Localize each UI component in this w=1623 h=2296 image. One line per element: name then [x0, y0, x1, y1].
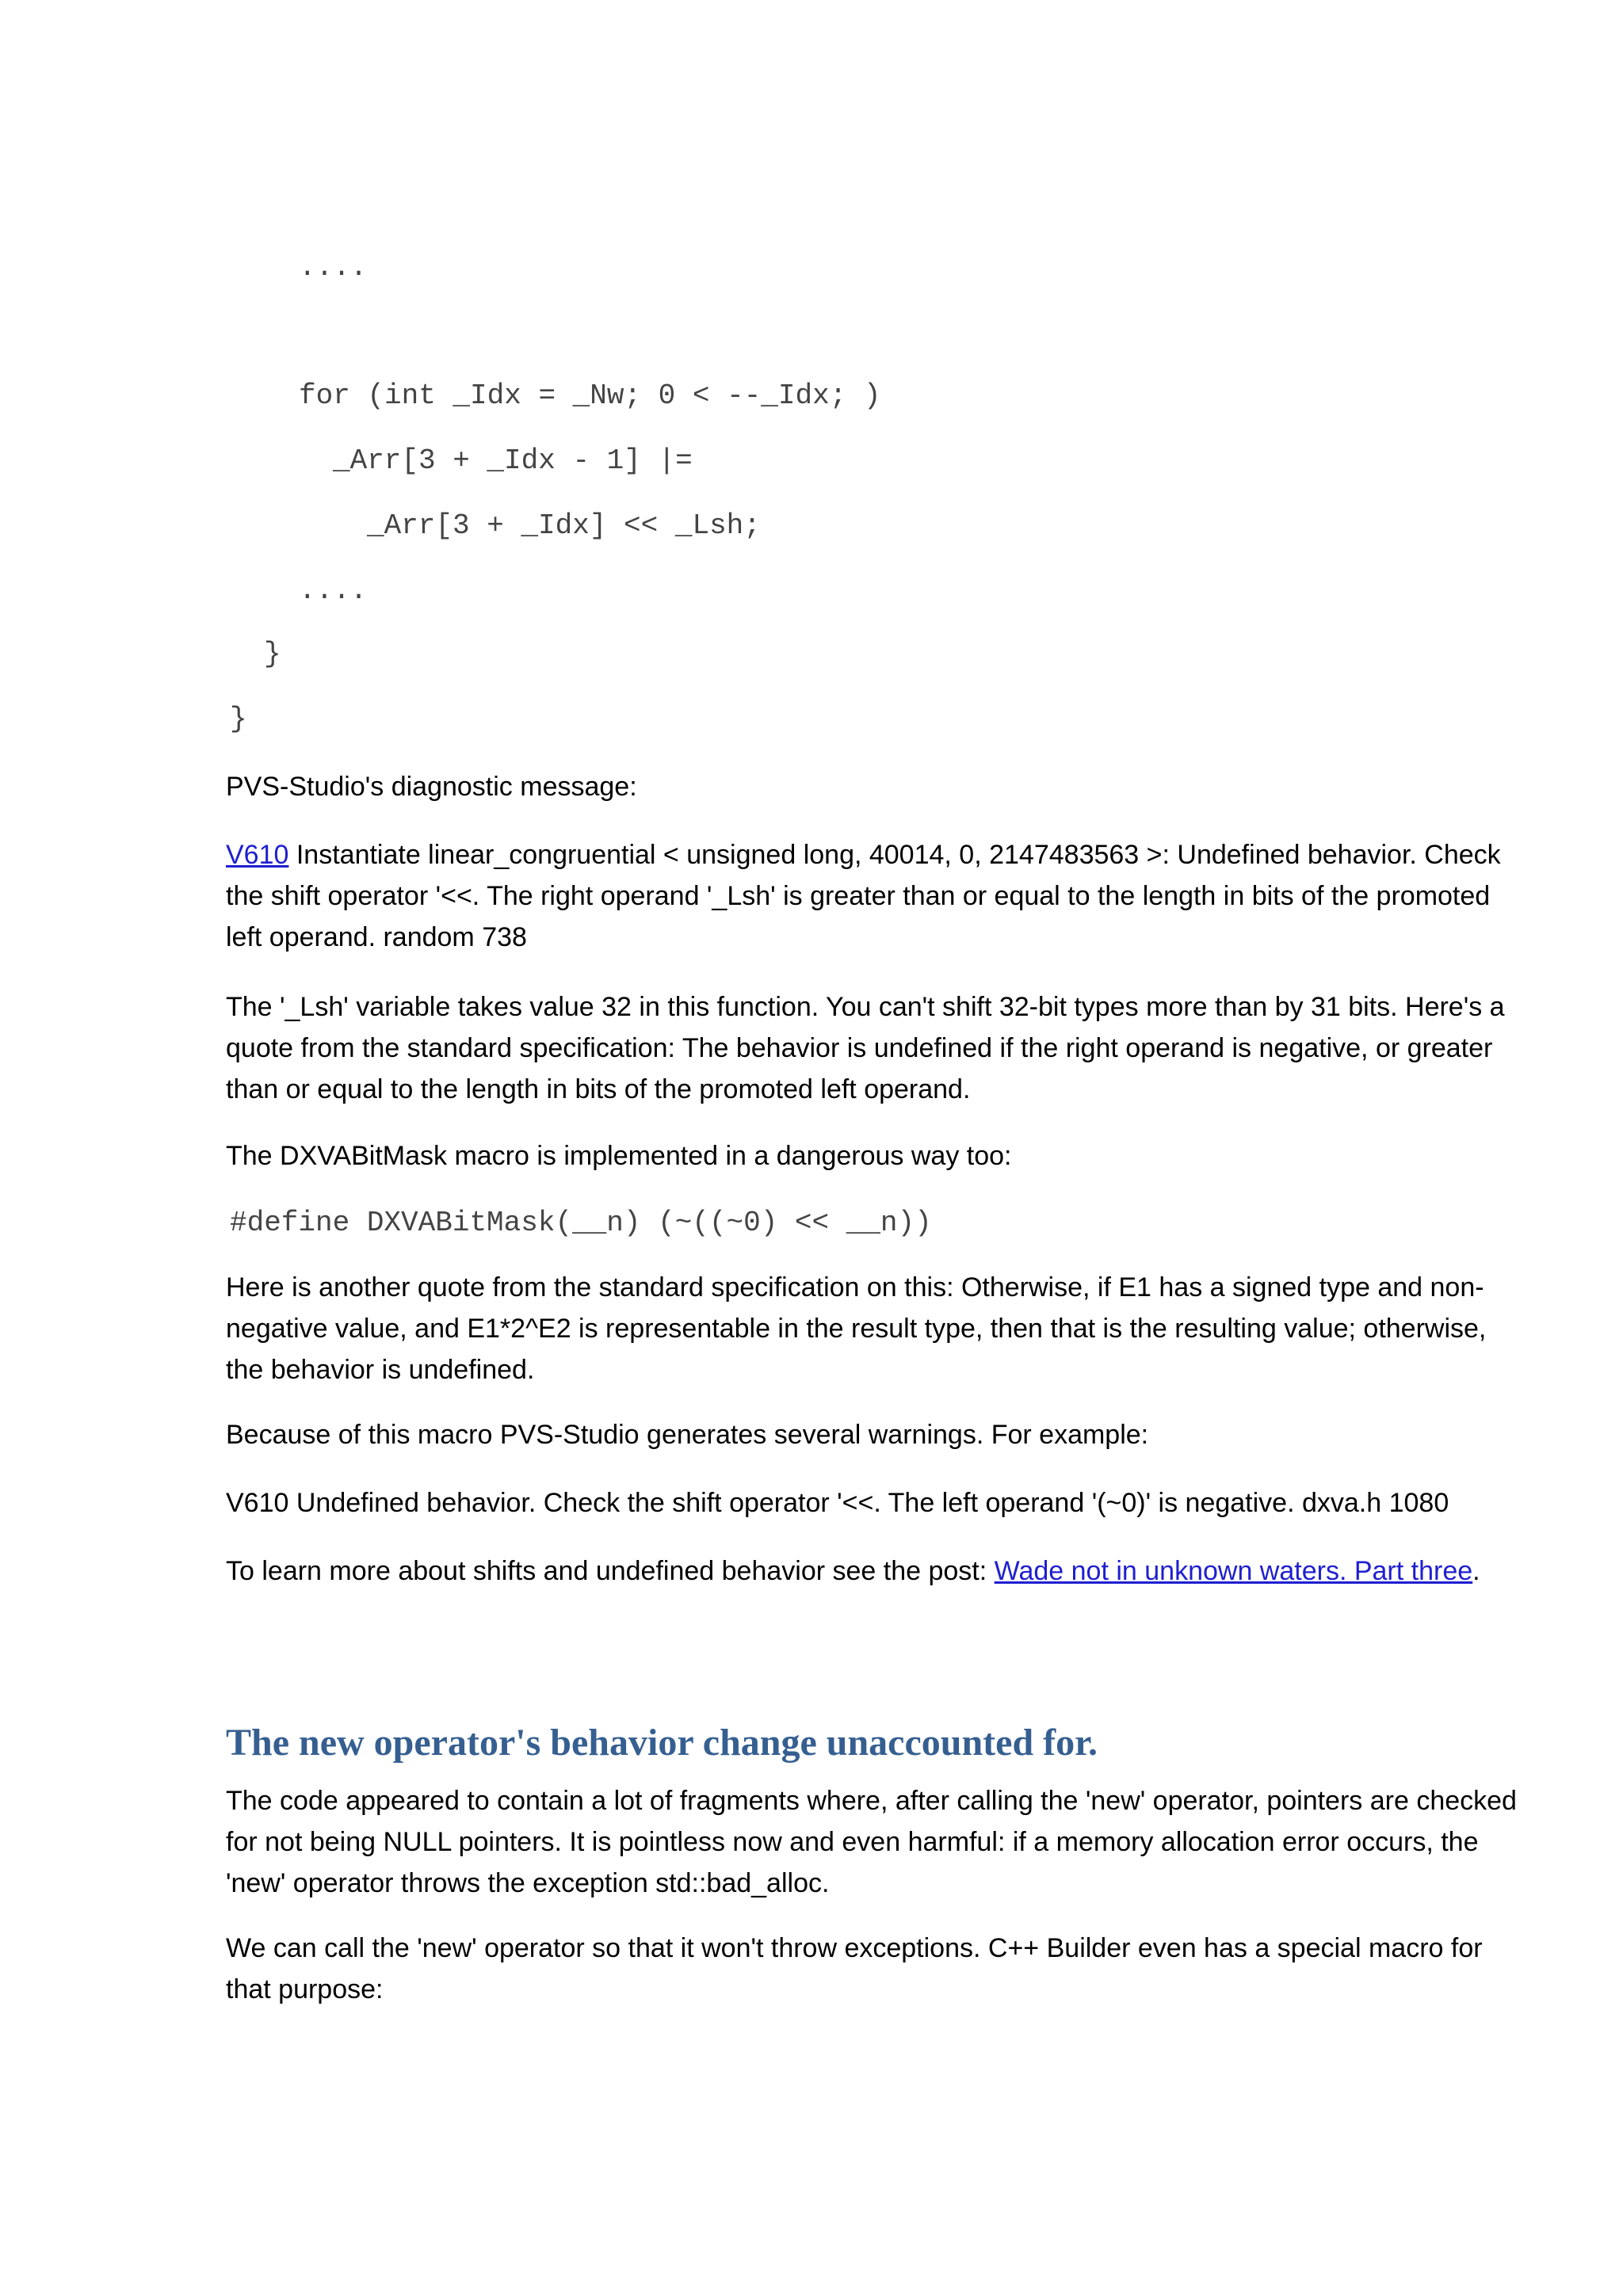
v610-link[interactable]: V610 [226, 840, 289, 870]
code-line-7: } [230, 703, 247, 735]
macro-intro: The DXVABitMask macro is implemented in a dangerous way too: [226, 1141, 1012, 1171]
macro-code: #define DXVABitMask(__n) (~((~0) << __n)) [230, 1207, 932, 1239]
warning-example: V610 Undefined behavior. Check the shift operator '<<. The left operand '(~0)' is negative. dxva.h 1080 [226, 1488, 1449, 1518]
learn-more-end: . [1472, 1556, 1480, 1586]
nothrow-paragraph: We can call the 'new' operator so that it won't throw exceptions. C++ Builder even has a special macro for that purpose: [226, 1933, 1483, 2004]
code-line-2: for (int _Idx = _Nw; 0 < --_Idx; ) [299, 379, 881, 412]
diagnostic-text: Instantiate linear_congruential < unsigned long, 40014, 0, 2147483563 >: Undefined behavior. Check the shift operator '<<. The right operand '_Lsh' is greater than or equal to the length in bits of the promoted left operand. random 738 [226, 840, 1501, 952]
lsh-paragraph: The '_Lsh' variable takes value 32 in this function. You can't shift 32-bit types more than by 31 bits. Here's a quote from the standard specification: The behavior is undefined if the right operand is negative, or greater than or equal to the length in bits of the promoted left operand. [226, 992, 1505, 1104]
code-line-4: _Arr[3 + _Idx] << _Lsh; [367, 509, 761, 542]
code-line-5: .... [299, 574, 368, 607]
standard-quote-paragraph: Here is another quote from the standard specification on this: Otherwise, if E1 has a signed type and non-negative value, and E1*2^E2 is representable in the result type, then that is the resulting value; otherwise, the behavior is undefined. [226, 1272, 1487, 1385]
learn-more-paragraph [226, 1550, 1518, 1592]
diagnostic-intro: PVS-Studio's diagnostic message: [226, 772, 637, 802]
diagnostic-message [226, 834, 1518, 958]
code-line-6: } [264, 638, 281, 670]
learn-more-text: To learn more about shifts and undefined behavior see the post: [226, 1556, 995, 1586]
warnings-intro: Because of this macro PVS-Studio generates several warnings. For example: [226, 1420, 1149, 1450]
section-heading: The new operator's behavior change unaccounted for. [226, 1722, 1098, 1764]
new-operator-paragraph: The code appeared to contain a lot of fragments where, after calling the 'new' operator, pointers are checked for not being NULL pointers. It is pointless now and even harmful: if a memory allocation error occurs, the 'new' operator throws the exception std::bad_alloc. [226, 1786, 1517, 1898]
code-line-1: .... [299, 251, 368, 284]
wade-not-link[interactable]: Wade not in unknown waters. Part three [994, 1556, 1473, 1586]
code-line-3: _Arr[3 + _Idx - 1] |= [333, 444, 693, 477]
